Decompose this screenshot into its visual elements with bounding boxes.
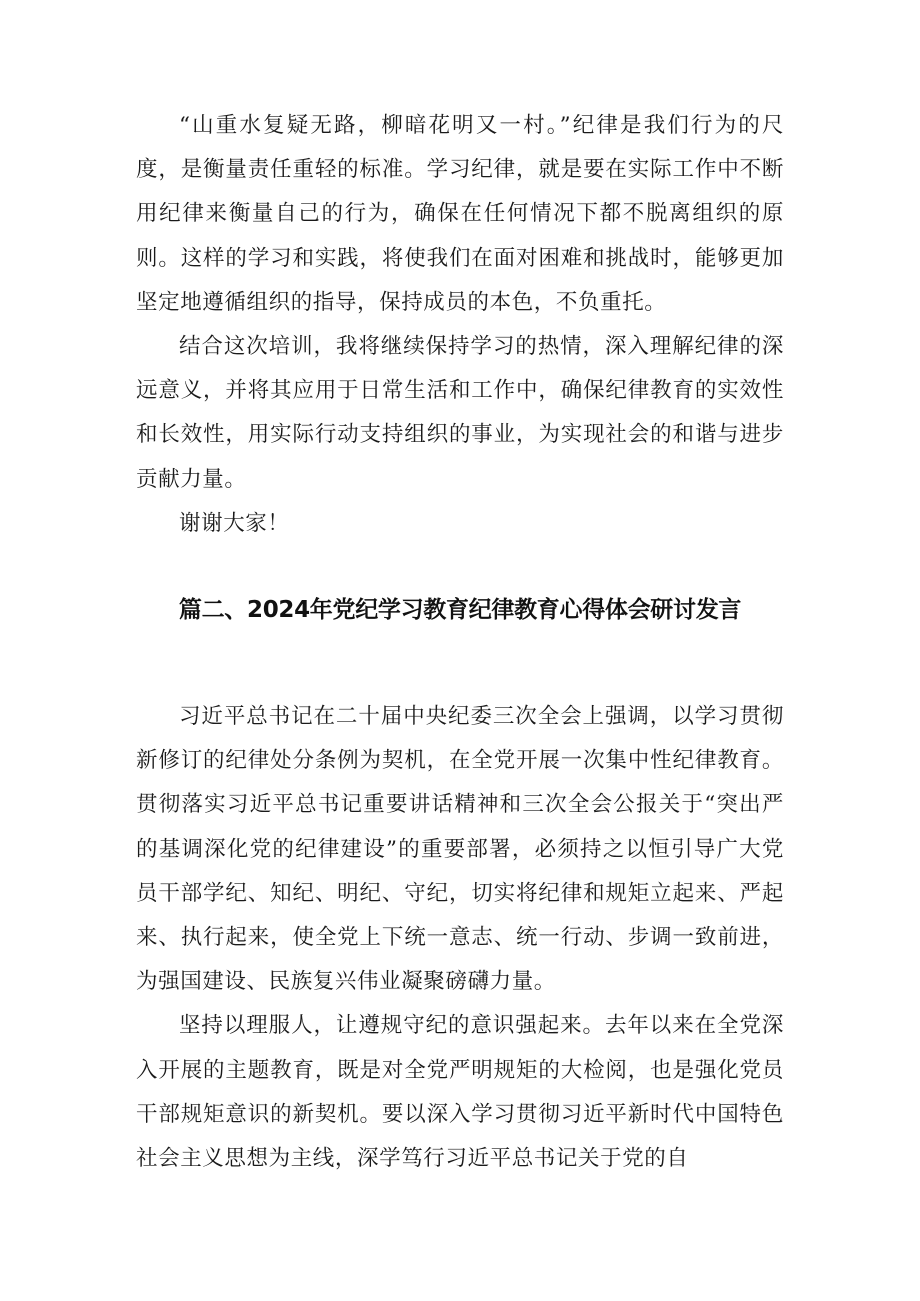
paragraph-persuasion: 坚持以理服人，让遵规守纪的意识强起来。去年以来在全党深入开展的主题教育，既是对全党严明规矩的大检阅，也是强化党员干部规矩意识的新契机。要以深入学习贯彻习近平新时代中国特色社会主义思想为主线，深学笃行习近平总书记关于党的自 xyxy=(136,1013,784,1172)
section-two-heading: 篇二、2024年党纪学习教育纪律教育心得体会研讨发言 xyxy=(178,597,742,623)
paragraph-discipline-quote: “山重水复疑无路，柳暗花明又一村。”纪律是我们行为的尺度，是衡量责任重轻的标准。学习纪律，就是要在实际工作中不断用纪律来衡量自己的行为，确保在任何情况下都不脱离组织的原则。这样的学习和实践，将使我们在面对困难和挑战时，能够更加坚定地遵循组织的指导，保持成员的本色，不负重托。 xyxy=(136,113,784,315)
paragraph-training-reflection: 结合这次培训，我将继续保持学习的热情，深入理解纪律的深远意义，并将其应用于日常生活和工作中，确保纪律教育的实效性和长效性，用实际行动支持组织的事业，为实现社会的和谐与进步贡献力量。 xyxy=(136,334,784,492)
section-one-body xyxy=(136,104,784,546)
paragraph-thanks: 谢谢大家！ xyxy=(179,510,290,536)
section-two-body xyxy=(136,695,784,1181)
paragraph-central-commission: 习近平总书记在二十届中央纪委三次全会上强调，以学习贯彻新修订的纪律处分条例为契机，在全党开展一次集中性纪律教育。贯彻落实习近平总书记重要讲话精神和三次全会公报关于“突出严的基调深化党的纪律建设”的重要部署，必须持之以恒引导广大党员干部学纪、知纪、明纪、守纪，切实将纪律和规矩立起来、严起来、执行起来，使全党上下统一意志、统一行动、步调一致前进，为强国建设、民族复兴伟业凝聚磅礴力量。 xyxy=(136,704,784,995)
